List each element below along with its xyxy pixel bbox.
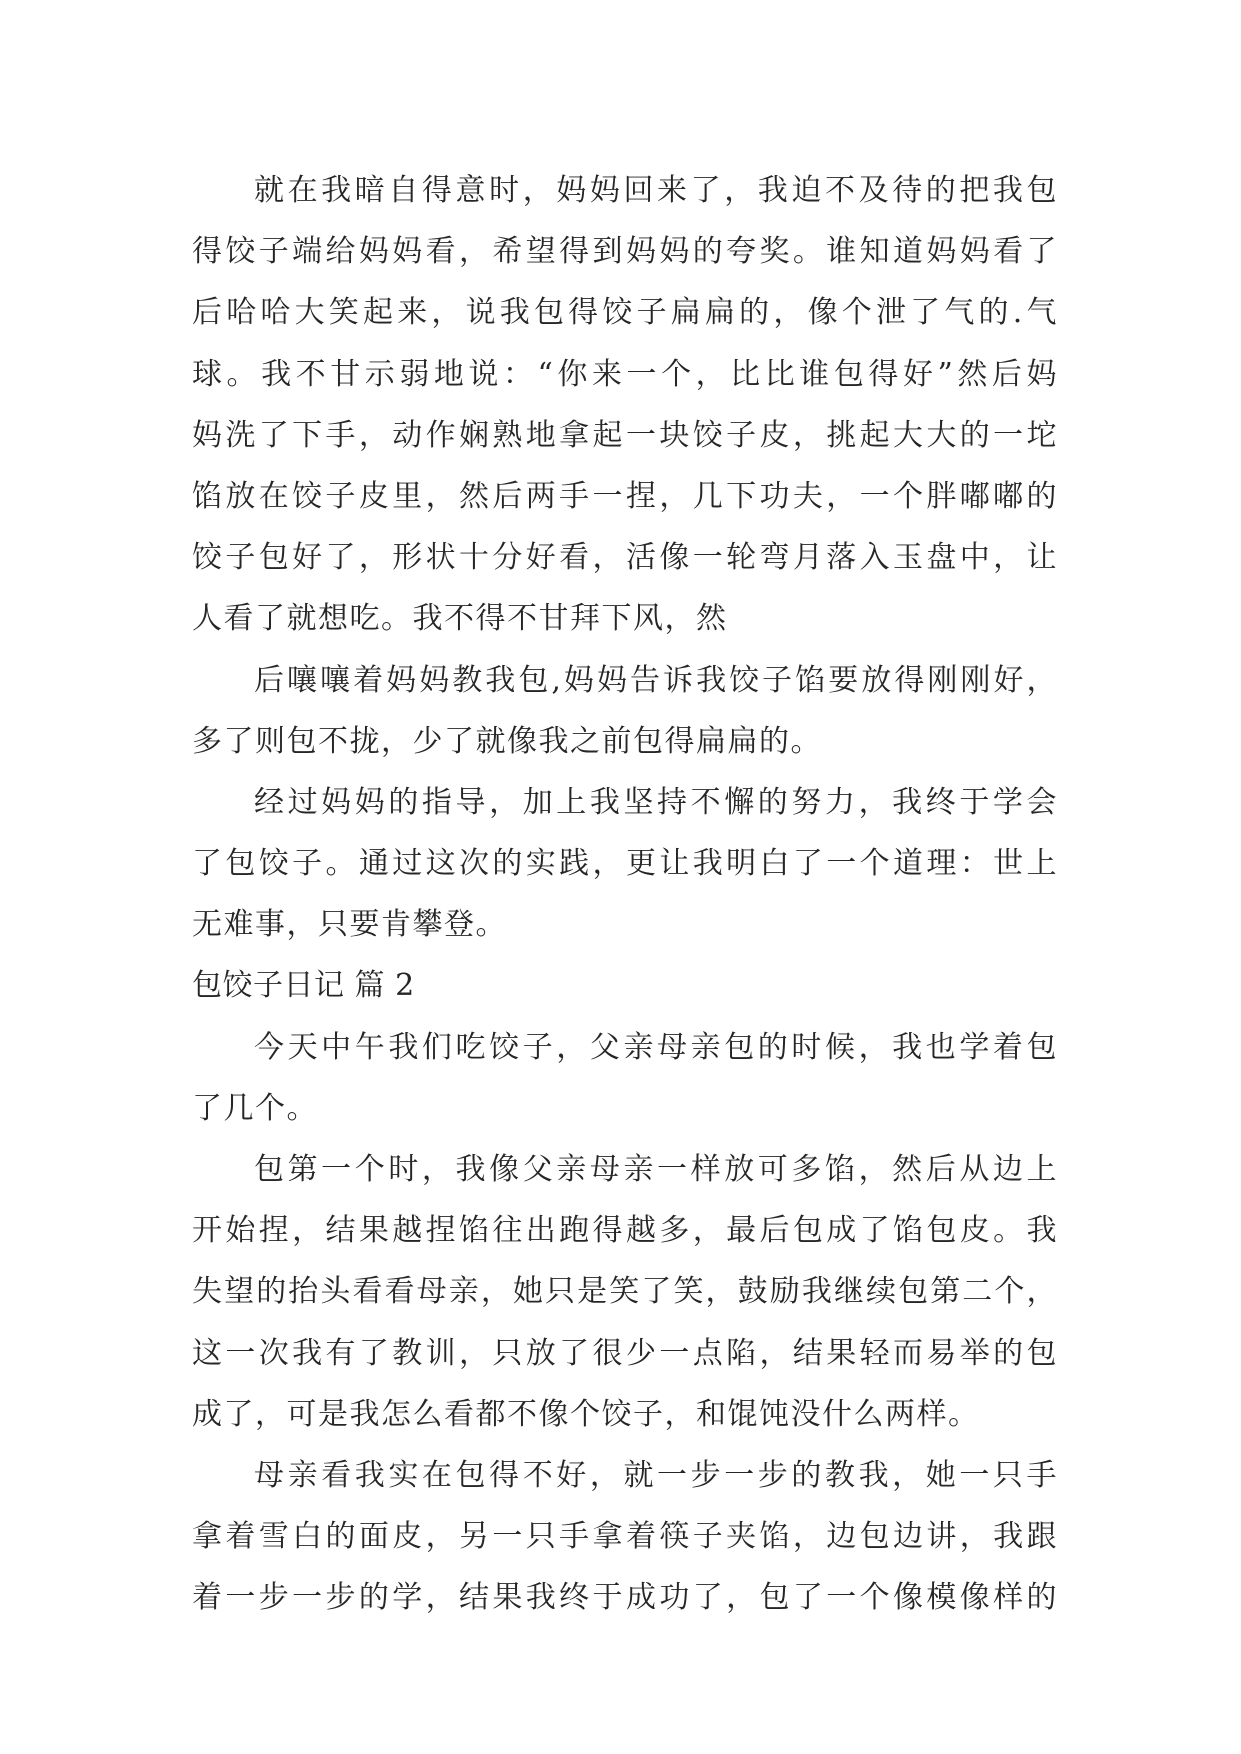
paragraph-line: 人看了就想吃。我不得不甘拜下风，然 xyxy=(192,601,728,637)
paragraph-line: 得饺子端给妈妈看，希望得到妈妈的夸奖。谁知道妈妈看了 xyxy=(192,234,1058,270)
paragraph-line: 球。我不甘示弱地说：“你来一个，比比谁包得好”然后妈 xyxy=(192,356,1058,392)
paragraph-line: 包第一个时，我像父亲母亲一样放可多馅，然后从边上 xyxy=(254,1152,1058,1187)
section-heading: 包饺子日记 篇 2 xyxy=(192,968,415,1004)
paragraph-line: 就在我暗自得意时，妈妈回来了，我迫不及待的把我包 xyxy=(254,173,1058,208)
paragraph-line: 了几个。 xyxy=(192,1090,318,1126)
paragraph-line: 后哈哈大笑起来，说我包得饺子扁扁的，像个泄了气的.气 xyxy=(192,295,1058,331)
paragraph-line: 妈洗了下手，动作娴熟地拿起一块饺子皮，挑起大大的一坨 xyxy=(192,417,1058,453)
paragraph-line: 了包饺子。通过这次的实践，更让我明白了一个道理：世上 xyxy=(192,846,1058,882)
document-body xyxy=(192,160,1058,1629)
paragraph-line: 母亲看我实在包得不好，就一步一步的教我，她一只手 xyxy=(254,1457,1058,1493)
paragraph-line: 多了则包不拢，少了就像我之前包得扁扁的。 xyxy=(192,723,822,759)
paragraph-line: 开始捏，结果越捏馅往出跑得越多，最后包成了馅包皮。我 xyxy=(192,1213,1058,1249)
paragraph-line: 后嚷嚷着妈妈教我包,妈妈告诉我饺子馅要放得刚刚好， xyxy=(254,662,1058,698)
paragraph-line: 无难事，只要肯攀登。 xyxy=(192,907,507,943)
paragraph-line: 失望的抬头看看母亲，她只是笑了笑，鼓励我继续包第二个， xyxy=(192,1274,1058,1310)
paragraph-line: 成了，可是我怎么看都不像个饺子，和馄饨没什么两样。 xyxy=(192,1396,980,1432)
paragraph-line: 拿着雪白的面皮，另一只手拿着筷子夹馅，边包边讲，我跟 xyxy=(192,1519,1058,1555)
paragraph-line: 着一步一步的学，结果我终于成功了，包了一个像模像样的 xyxy=(192,1580,1058,1616)
paragraph-line: 经过妈妈的指导，加上我坚持不懈的努力，我终于学会 xyxy=(254,784,1058,820)
paragraph-line: 馅放在饺子皮里，然后两手一捏，几下功夫，一个胖嘟嘟的 xyxy=(192,478,1058,514)
paragraph-line: 这一次我有了教训，只放了很少一点陷，结果轻而易举的包 xyxy=(192,1335,1058,1371)
paragraph-line: 今天中午我们吃饺子，父亲母亲包的时候，我也学着包 xyxy=(254,1029,1058,1065)
paragraph-line: 饺子包好了，形状十分好看，活像一轮弯月落入玉盘中，让 xyxy=(192,540,1058,576)
